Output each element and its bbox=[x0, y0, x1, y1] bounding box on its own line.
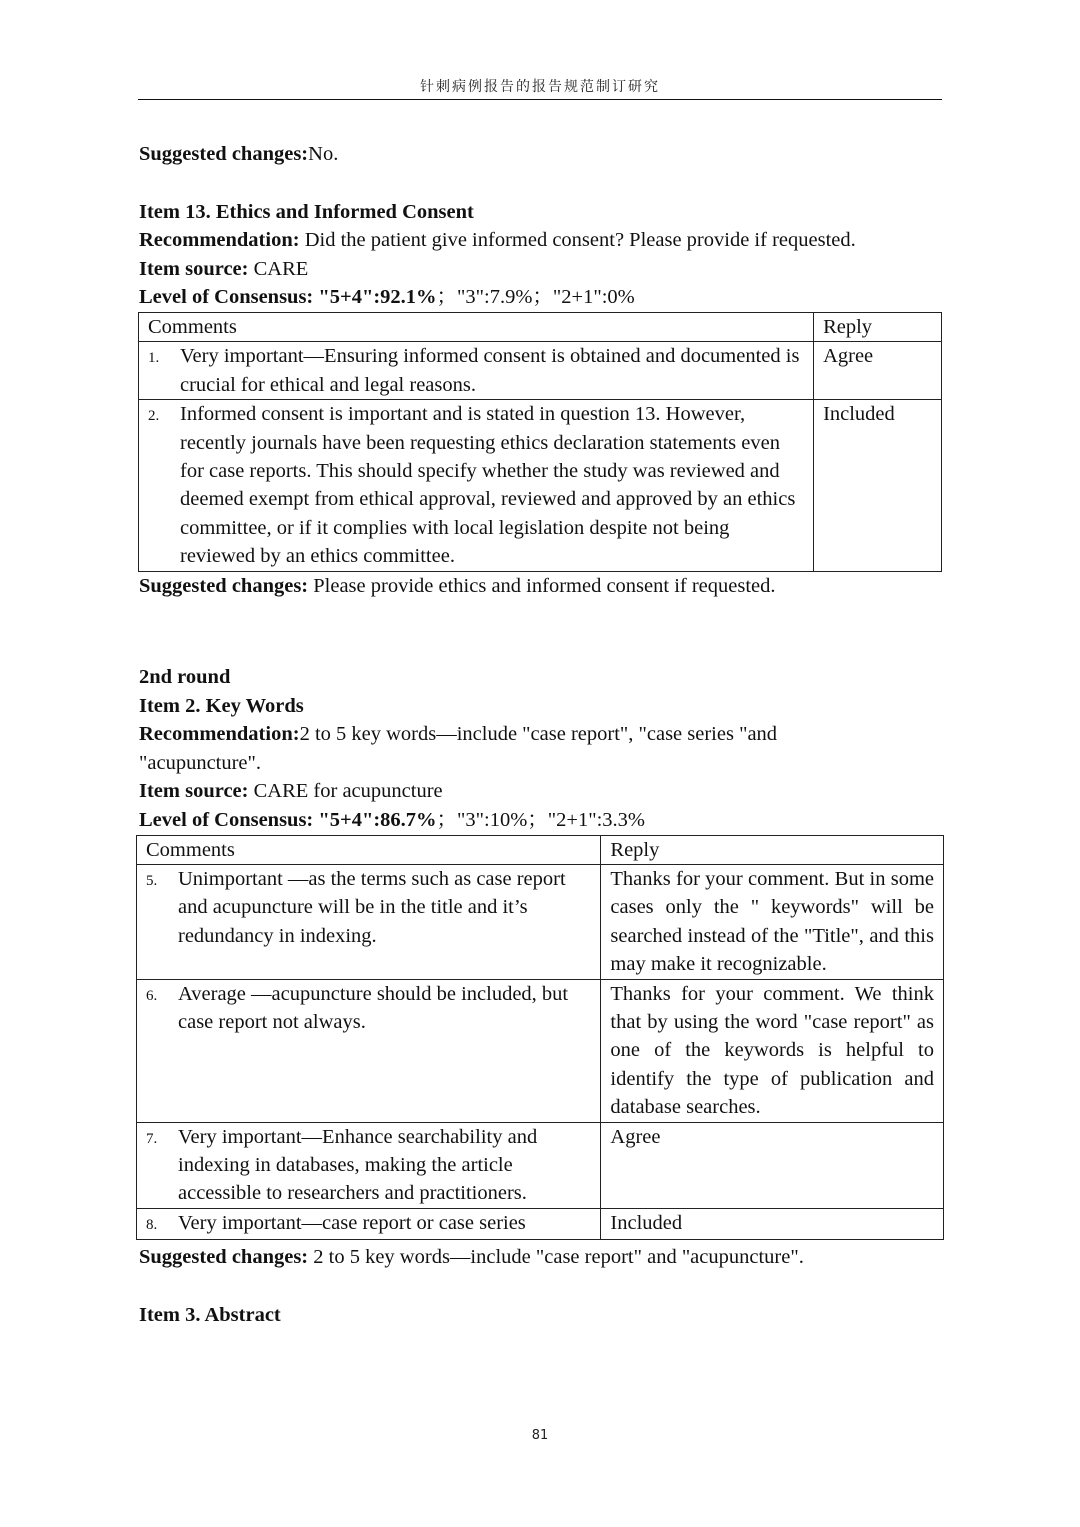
item13-comments-table bbox=[138, 312, 942, 572]
running-header: 针刺病例报告的报告规范制订研究 bbox=[420, 79, 660, 95]
item13-consensus: Level of Consensus: "5+4":92.1%；"3":7.9%；"2+1":0% bbox=[139, 286, 635, 309]
table-row: 8. Very important—case report or case series Included bbox=[137, 1208, 944, 1239]
table-row: 7. Very important—Enhance searchability and indexing in databases, making the article accessible to researchers and practitioners. Agree bbox=[137, 1122, 944, 1208]
col-reply-header: Reply bbox=[814, 312, 942, 341]
item2-recommendation: Recommendation:2 to 5 key words—include "case report", "case series "and "acupuncture". bbox=[139, 723, 778, 774]
table-header-row bbox=[139, 312, 942, 341]
table-row: 6. Average —acupuncture should be included, but case report not always. Thanks for your comment. We think that by using the word "case report" as one of the keywords is helpful to identify the type of publication and database searches. bbox=[137, 979, 944, 1122]
col-comments-header: Comments bbox=[139, 312, 814, 341]
col-comments-header: Comments bbox=[137, 835, 601, 864]
table-row: 1. Very important—Ensuring informed consent is obtained and documented is crucial for ethical and legal reasons. Agree bbox=[139, 342, 942, 400]
item13-title: Item 13. Ethics and Informed Consent bbox=[139, 200, 474, 223]
item3-title: Item 3. Abstract bbox=[139, 1303, 281, 1326]
item2-title: Item 2. Key Words bbox=[139, 694, 304, 717]
item2-source: Item source: CARE for acupuncture bbox=[139, 780, 443, 803]
table-row: 2. Informed consent is important and is stated in question 13. However, recently journals have been requesting ethics declaration statements even for case reports. This should specify whether the study was reviewed and deemed exempt from ethical approval, reviewed and approved by an ethics committee, or if it complies with local legislation despite not being reviewed by an ethics committee. Included bbox=[139, 400, 942, 571]
section-item13 bbox=[139, 140, 945, 600]
table-row: 5. Unimportant —as the terms such as case report and acupuncture will be in the title and it’s redundancy in indexing. Thanks for your comment. But in some cases only the " keywords" will be searched instead of the "Title", and this may make it recognizable. bbox=[137, 864, 944, 979]
section-round2 bbox=[139, 663, 945, 1329]
page-number: 81 bbox=[531, 1428, 549, 1443]
item2-consensus: Level of Consensus: "5+4":86.7%；"3":10%；"2+1":3.3% bbox=[139, 808, 645, 831]
header-rule bbox=[138, 99, 942, 100]
item13-suggested-changes: Suggested changes: Please provide ethics and informed consent if requested. bbox=[139, 574, 776, 597]
item2-comments-table bbox=[136, 835, 944, 1241]
item13-recommendation: Recommendation: Did the patient give informed consent? Please provide if requested. bbox=[139, 229, 856, 252]
col-reply-header: Reply bbox=[601, 835, 944, 864]
round-heading: 2nd round bbox=[139, 666, 231, 688]
suggested-changes-0: Suggested changes:No. bbox=[139, 143, 339, 165]
item13-source: Item source: CARE bbox=[139, 257, 309, 280]
item2-suggested-changes: Suggested changes: 2 to 5 key words—include "case report" and "acupuncture". bbox=[139, 1246, 804, 1269]
table-header-row bbox=[137, 835, 944, 864]
